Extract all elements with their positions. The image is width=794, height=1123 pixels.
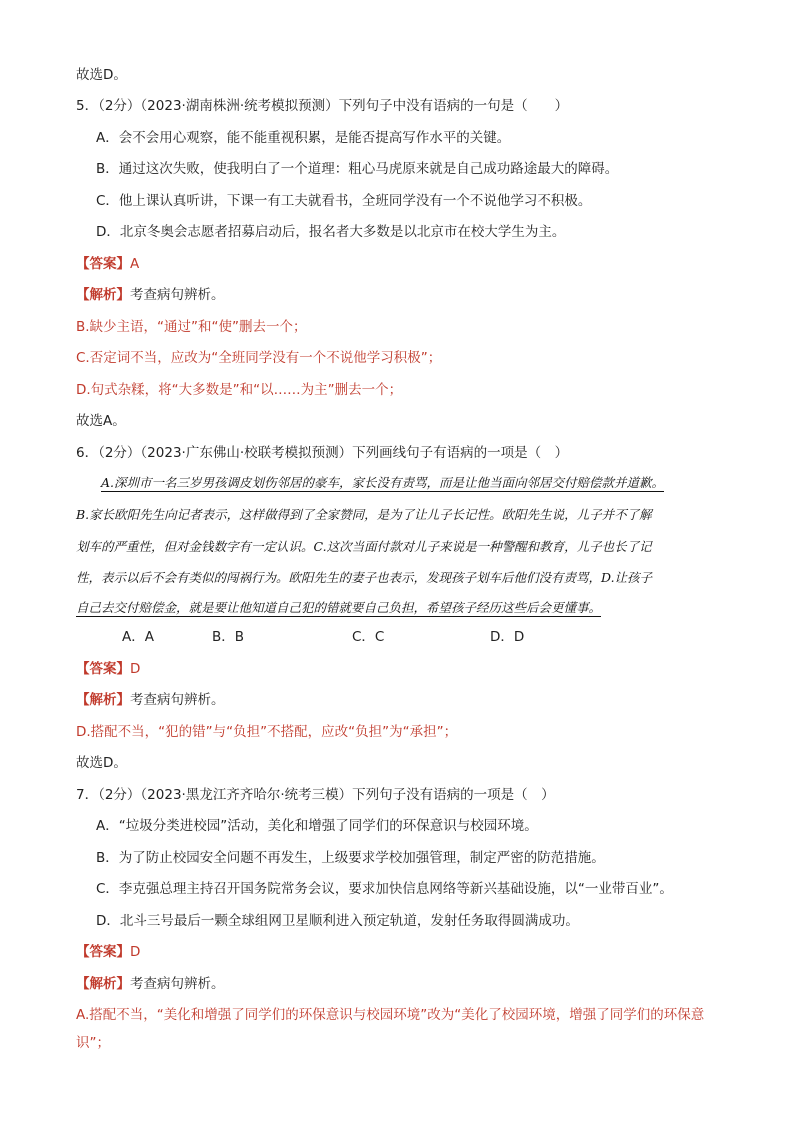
q6-choice-c: C．C (352, 629, 385, 645)
q6-passage-line-4: 性，表示以后不会有类似的闯祸行为。欧阳先生的妻子也表示，发现孩子划车后他们没有责骂，D.让孩子 (76, 570, 653, 585)
answer-label: 【答案】 (76, 661, 130, 677)
answer-value: D (130, 944, 141, 960)
q6-passage-line-5: 自己去交付赔偿金，就是要让他知道自己犯的错就要自己负担，希望孩子经历这些后会更懂事。 (76, 600, 602, 615)
q6-choice-d: D．D (490, 629, 525, 645)
analysis-text: 考查病句辨析。 (130, 692, 225, 708)
q5-option-c: C．他上课认真听讲，下课一有工夫就看书，全班同学没有一个不说他学习不积极。 (96, 193, 592, 209)
q6-analysis (76, 691, 225, 709)
analysis-label: 【解析】 (76, 692, 130, 708)
analysis-label: 【解析】 (76, 287, 130, 303)
q7-option-a: A．“垃圾分类进校园”活动，美化和增强了同学们的环保意识与校园环境。 (96, 818, 538, 834)
q6-passage-line-3: 划车的严重性，但对金钱数字有一定认识。C.这次当面付款对儿子来说是一种警醒和教育，儿子也长了记 (76, 539, 652, 554)
q6-note-d: D.搭配不当，“犯的错”与“负担”不搭配，应改“负担”为“承担”； (76, 724, 458, 740)
analysis-label: 【解析】 (76, 976, 130, 992)
q6-choice-b: B．B (212, 629, 245, 645)
answer-value: A (130, 256, 140, 272)
answer-value: D (130, 661, 141, 677)
q6-answer (76, 660, 140, 678)
q7-note-a-line-2: 识”； (76, 1035, 110, 1051)
q6-stem: 6．（2分）（2023·广东佛山·校联考模拟预测）下列画线句子有语病的一项是（ ） (76, 445, 569, 461)
q5-conclusion: 故选A。 (76, 413, 126, 429)
answer-label: 【答案】 (76, 944, 130, 960)
analysis-text: 考查病句辨析。 (130, 976, 225, 992)
q7-answer (76, 943, 140, 961)
q5-option-d: D．北京冬奥会志愿者招募启动后，报名者大多数是以北京市在校大学生为主。 (96, 224, 566, 240)
q6-choices (122, 628, 524, 646)
q5-answer (76, 255, 139, 273)
analysis-text: 考查病句辨析。 (130, 287, 225, 303)
q6-passage-line-1: A.深圳市一名三岁男孩调皮划伤邻居的豪车，家长没有责骂，而是让他当面向邻居交付赔偿款并道歉。 (101, 475, 665, 490)
q7-option-d: D．北斗三号最后一颗全球组网卫星顺利进入预定轨道，发射任务取得圆满成功。 (96, 913, 579, 929)
q5-analysis (76, 286, 225, 304)
q6-conclusion: 故选D。 (76, 755, 127, 771)
q5-note-c: C.否定词不当，应改为“全班同学没有一个不说他学习积极”； (76, 350, 442, 366)
q5-note-d: D.句式杂糅，将“大多数是”和“以……为主”删去一个； (76, 382, 403, 398)
q5-note-b: B.缺少主语，“通过”和“使”删去一个； (76, 319, 307, 335)
q6-choice-a: A．A (122, 629, 154, 645)
q7-analysis (76, 975, 225, 993)
q7-option-b: B．为了防止校园安全问题不再发生，上级要求学校加强管理，制定严密的防范措施。 (96, 850, 605, 866)
q7-note-a-line-1: A.搭配不当，“美化和增强了同学们的环保意识与校园环境”改为“美化了校园环境，增强了同学们的环保意 (76, 1007, 705, 1023)
q6-passage-line-2: B.家长欧阳先生向记者表示，这样做得到了全家赞同，是为了让儿子长记性。欧阳先生说，儿子并不了解 (76, 507, 652, 522)
q7-stem: 7．（2分）（2023·黑龙江齐齐哈尔·统考三模）下列句子没有语病的一项是（ ） (76, 787, 555, 803)
q5-stem: 5．（2分）（2023·湖南株洲·统考模拟预测）下列句子中没有语病的一句是（ ） (76, 98, 569, 114)
q5-option-b: B．通过这次失败，使我明白了一个道理：粗心马虎原来就是自己成功路途最大的障碍。 (96, 161, 619, 177)
prev-conclusion: 故选D。 (76, 67, 127, 83)
answer-label: 【答案】 (76, 256, 130, 272)
q5-option-a: A．会不会用心观察，能不能重视积累，是能否提高写作水平的关键。 (96, 130, 511, 146)
q7-option-c: C．李克强总理主持召开国务院常务会议，要求加快信息网络等新兴基础设施，以“一业带百业”。 (96, 881, 673, 897)
